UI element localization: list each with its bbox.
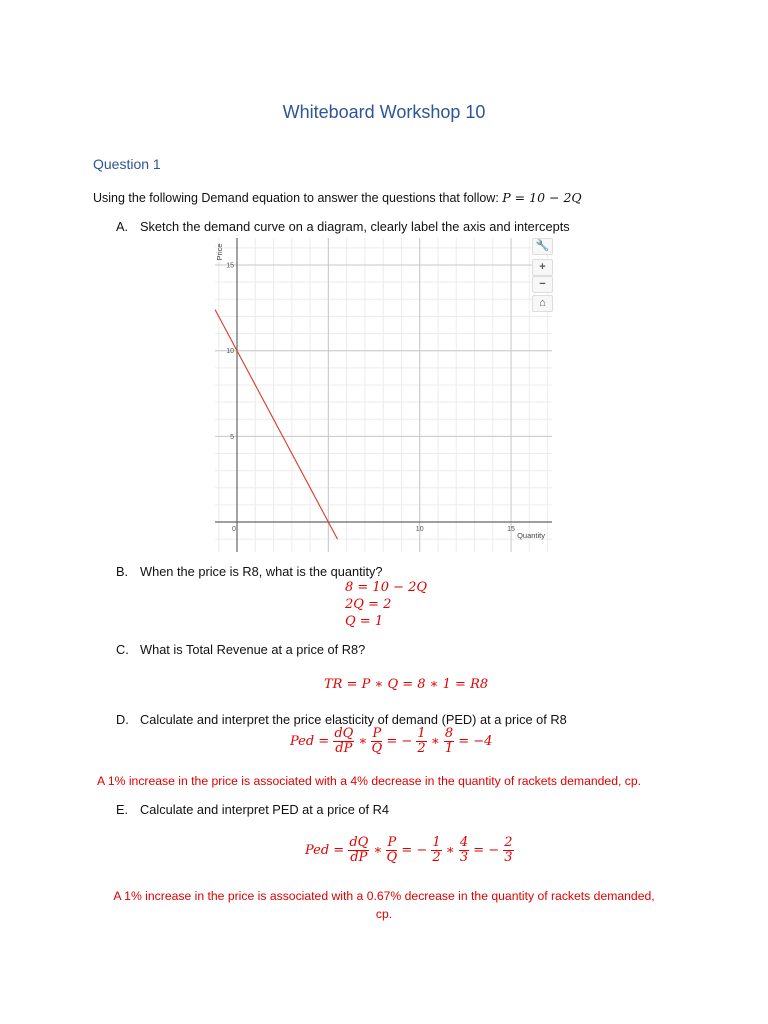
item-c-text: What is Total Revenue at a price of R8?	[140, 642, 366, 657]
wrench-icon[interactable]: 🔧	[532, 238, 553, 255]
fraction-result: $\frac{2}{3}$	[504, 835, 513, 865]
demand-chart-svg	[200, 236, 555, 554]
item-b-line-1: 8 = 10 − 2Q	[345, 580, 428, 595]
fraction-price-quantity: $\frac{4}{3}$	[459, 835, 469, 865]
item-d-text: Calculate and interpret the price elasticity of demand (PED) at a price of R8	[140, 712, 567, 727]
item-e-letter: E.	[116, 802, 129, 817]
item-e-text: Calculate and interpret PED at a price of R4	[140, 802, 389, 817]
home-icon[interactable]: ⌂	[532, 295, 553, 312]
item-b	[116, 564, 383, 579]
item-e-interpretation-cont: cp.	[375, 907, 393, 921]
ped-label: Ped =	[305, 843, 345, 858]
item-c	[116, 642, 365, 657]
item-a-text: Sketch the demand curve on a diagram, clearly label the axis and intercepts	[140, 219, 570, 234]
x-tick-label: 10	[415, 526, 424, 533]
zoom-out-button[interactable]: −	[532, 276, 553, 293]
item-e-interpretation: A 1% increase in the price is associated with a 0.67% decrease in the quantity of rackets demanded,	[113, 889, 655, 903]
intro-label: Using the following Demand equation to answer the questions that follow:	[93, 191, 503, 205]
fraction-p-q: $\frac{P}{Q}$	[371, 726, 383, 756]
ped-label: Ped =	[290, 734, 330, 749]
item-c-letter: C.	[116, 642, 129, 657]
item-b-text: When the price is R8, what is the quantity?	[140, 564, 383, 579]
item-a-letter: A.	[116, 219, 129, 234]
fraction-p-q: $\frac{P}{Q}$	[386, 835, 398, 865]
intro-text	[93, 190, 582, 205]
ped-result: = −4	[458, 734, 493, 749]
y-tick-label: 10	[226, 348, 234, 356]
item-b-line-2: 2Q = 2	[345, 597, 392, 612]
y-tick-label: 15	[226, 262, 234, 270]
demand-equation: P = 10 − 2Q	[502, 190, 582, 205]
demand-chart	[200, 236, 555, 554]
page-title: Whiteboard Workshop 10	[282, 102, 486, 122]
zoom-in-button[interactable]: +	[532, 259, 553, 276]
fraction-slope: $\frac{1}{2}$	[432, 835, 441, 865]
item-e-formula: Ped = $\frac{dQ}{dP}$ ∗ $\frac{P}{Q}$ = − $\frac{1}{2}$ ∗ $\frac{4}{3}$ = − $\frac{2}{3}$	[305, 835, 513, 865]
item-a	[116, 219, 570, 234]
x-tick-label: 0	[232, 526, 236, 533]
x-axis-label: Quantity	[517, 531, 546, 540]
fraction-slope: $\frac{1}{2}$	[417, 726, 426, 756]
y-axis-label: Price	[215, 243, 224, 261]
fraction-dq-dp: $\frac{dQ}{dP}$	[349, 835, 369, 865]
item-d-interpretation: A 1% increase in the price is associated with a 4% decrease in the quantity of rackets demanded, cp.	[97, 774, 642, 788]
item-e	[116, 802, 389, 817]
item-d-letter: D.	[116, 712, 129, 727]
question-heading: Question 1	[93, 156, 161, 172]
item-d-formula: Ped = $\frac{dQ}{dP}$ ∗ $\frac{P}{Q}$ = − $\frac{1}{2}$ ∗ $\frac{8}{1}$ = −4	[290, 726, 493, 756]
item-b-line-3: Q = 1	[345, 614, 384, 629]
item-c-answer: TR = P ∗ Q = 8 ∗ 1 = R8	[324, 677, 489, 692]
fraction-dq-dp: $\frac{dQ}{dP}$	[334, 726, 354, 756]
item-b-letter: B.	[116, 564, 129, 579]
item-d	[116, 712, 567, 727]
y-tick-label: 5	[230, 433, 234, 441]
fraction-price-quantity: $\frac{8}{1}$	[444, 726, 454, 756]
x-tick-label: 15	[507, 526, 515, 533]
